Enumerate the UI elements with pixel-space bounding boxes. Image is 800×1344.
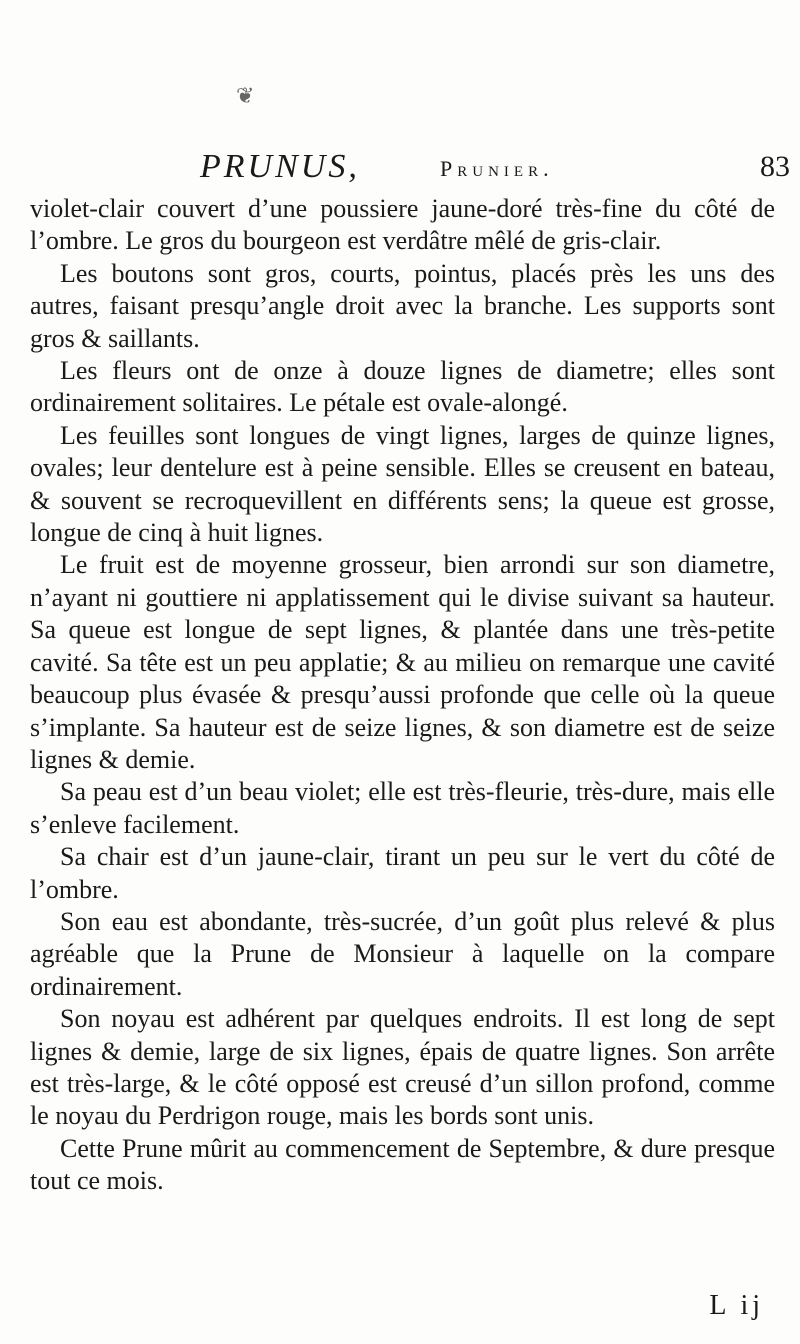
page-number: 83	[760, 150, 790, 183]
body-text	[30, 193, 775, 1198]
running-title: PRUNUS,	[200, 148, 360, 185]
paragraph-continuation: violet-clair couvert d’une poussiere jaune-doré très-fine du côté de l’ombre. Le gros du bourgeon est verdâtre mêlé de gris-clair.	[30, 194, 775, 256]
paragraph-juice: Son eau est abondante, très-sucrée, d’un goût plus relevé & plus agréable que la Prune de Monsieur à laquelle on la compare ordinairement.	[30, 906, 775, 1001]
running-header	[200, 148, 790, 198]
ink-blot-ornament: ❦	[236, 84, 255, 109]
paragraph-buds: Les boutons sont gros, courts, pointus, placés près les uns des autres, faisant presqu’angle droit avec la branche. Les supports sont gros & saillants.	[30, 258, 775, 353]
signature-mark: L ij	[709, 1290, 764, 1321]
paragraph-skin: Sa peau est d’un beau violet; elle est très-fleurie, très-dure, mais elle s’enleve facilement.	[30, 777, 775, 839]
running-subtitle: Prunier.	[440, 156, 554, 181]
paragraph-ripening: Cette Prune mûrit au commencement de Septembre, & dure presque tout ce mois.	[30, 1133, 775, 1196]
paragraph-leaves: Les feuilles sont longues de vingt lignes, larges de quinze lignes, ovales; leur dentelure est à peine sensible. Elles se creusent en bateau, & souvent se recroquevillent en différents sens; la queue est grosse, longue de cinq à huit lignes.	[30, 420, 775, 548]
paragraph-stone: Son noyau est adhérent par quelques endroits. Il est long de sept lignes & demie, large de six lignes, épais de quatre lignes. Son arrête est très-large, & le côté opposé est creusé d’un sillon profond, comme le noyau du Perdrigon rouge, mais les bords sont unis.	[30, 1004, 775, 1131]
paragraph-fruit: Le fruit est de moyenne grosseur, bien arrondi sur son diametre, n’ayant ni gouttiere ni applatissement qui le divise suivant sa hauteur. Sa queue est longue de sept lignes, & plantée dans une très-petite cavité. Sa tête est un peu applatie; & au milieu on remarque une cavité beaucoup plus évasée & presqu’aussi profonde que celle où la queue s’implante. Sa hauteur est de seize lignes, & son diametre est de seize lignes & demie.	[30, 550, 775, 774]
paragraph-flowers: Les fleurs ont de onze à douze lignes de diametre; elles sont ordinairement solitaires. Le pétale est ovale-alongé.	[30, 356, 775, 418]
paragraph-flesh: Sa chair est d’un jaune-clair, tirant un peu sur le vert du côté de l’ombre.	[30, 842, 775, 904]
